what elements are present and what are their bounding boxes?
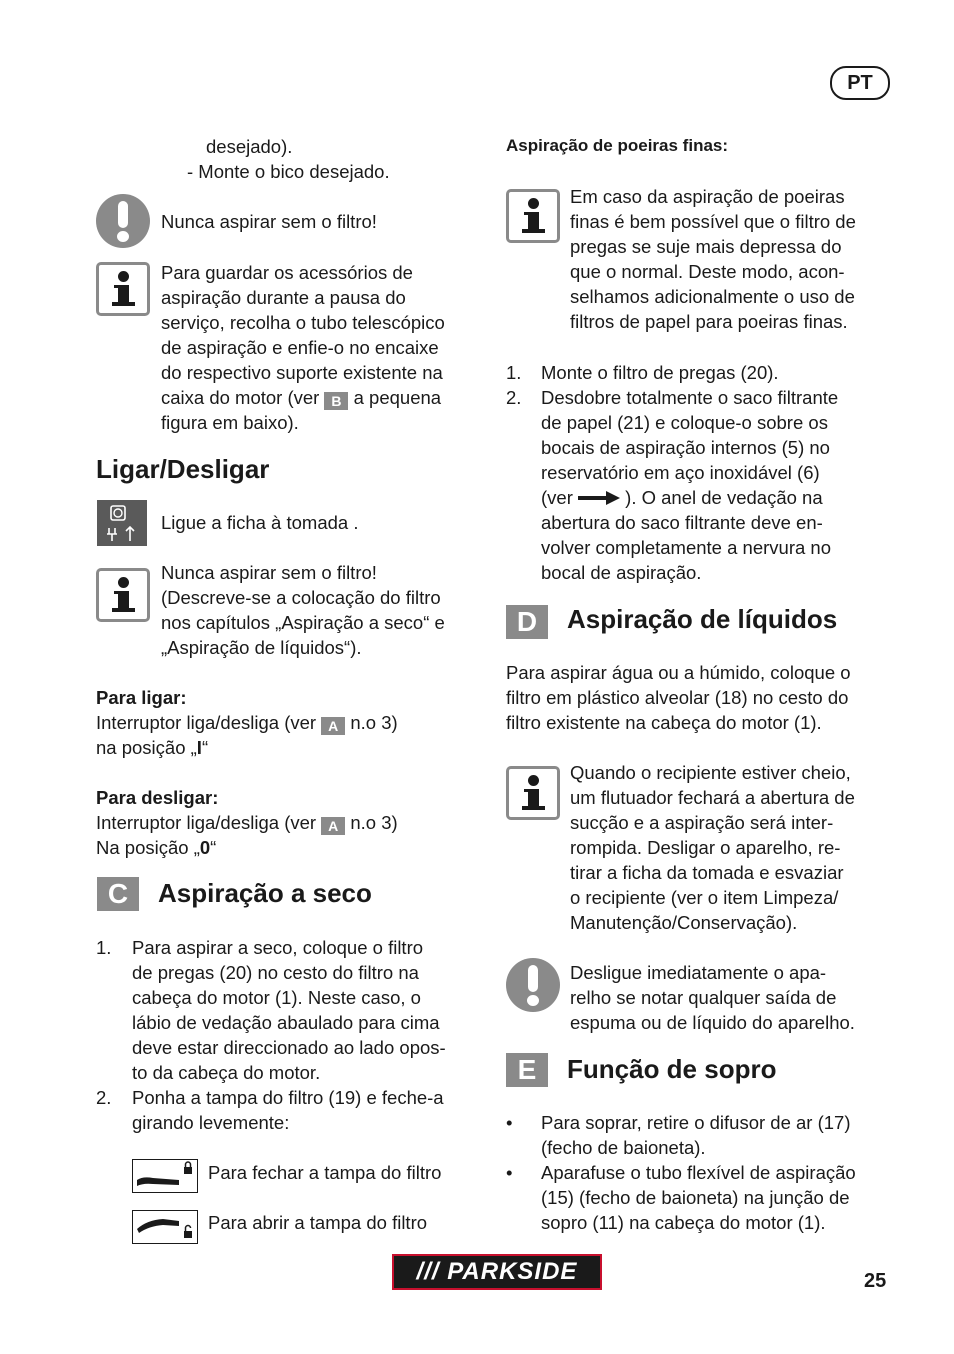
seco-steps bbox=[96, 935, 496, 1135]
paragraph-line: filtro em plástico alveolar (18) no cesto do bbox=[506, 687, 849, 708]
section-title-seco: Aspiração a seco bbox=[158, 878, 372, 908]
list-number: 1. bbox=[96, 937, 112, 958]
warning-foam-note bbox=[570, 960, 855, 1035]
info-line: nos capítulos „Aspiração a seco“ e bbox=[161, 612, 445, 633]
list-item bbox=[96, 1085, 496, 1135]
ligar-line bbox=[96, 735, 398, 760]
info-line: de aspiração e enfie-o no encaixe bbox=[161, 337, 439, 358]
info-storage-note bbox=[161, 260, 445, 435]
info-line: rompida. Desligar o aparelho, re- bbox=[570, 837, 841, 858]
list-line: Para soprar, retire o difusor de ar (17) bbox=[541, 1112, 851, 1133]
poeiras-heading: Aspiração de poeiras finas: bbox=[506, 136, 729, 155]
list-item bbox=[506, 360, 896, 385]
list-line: cabeça do motor (1). Neste caso, o bbox=[132, 987, 421, 1008]
list-line: reservatório em aço inoxidável (6) bbox=[541, 462, 820, 483]
section-title-ligar: Ligar/Desligar bbox=[96, 454, 270, 484]
lid-close-text: Para fechar a tampa do filtro bbox=[208, 1162, 442, 1183]
list-line: de pregas (20) no cesto do filtro na bbox=[132, 962, 419, 983]
list-line: Aparafuse o tubo flexível de aspiração bbox=[541, 1162, 856, 1183]
warning-line: relho se notar qualquer saída de bbox=[570, 987, 837, 1008]
ligar-text: “ bbox=[201, 737, 209, 758]
list-line bbox=[541, 485, 896, 510]
info-line: Quando o recipiente estiver cheio, bbox=[570, 762, 851, 783]
list-line: girando levemente: bbox=[132, 1112, 290, 1133]
parkside-logo bbox=[392, 1254, 602, 1290]
warning-text: Nunca aspirar sem o filtro! bbox=[161, 211, 377, 232]
info-line: pregas se suje mais depressa do bbox=[570, 236, 842, 257]
info-icon bbox=[506, 766, 560, 820]
info-icon bbox=[96, 568, 150, 622]
section-letter-e: E bbox=[506, 1053, 548, 1087]
arrow-right-icon bbox=[578, 491, 620, 505]
logo-text: /// PARKSIDE bbox=[416, 1258, 578, 1285]
info-poeiras-note bbox=[570, 184, 856, 334]
list-line: Monte o filtro de pregas (20). bbox=[541, 362, 779, 383]
info-line: sucção e a aspiração será inter- bbox=[570, 812, 834, 833]
section-letter-d: D bbox=[506, 605, 548, 639]
figure-b-badge: B bbox=[324, 392, 348, 410]
list-number: 2. bbox=[96, 1087, 112, 1108]
switch-position-off: 0 bbox=[199, 837, 211, 858]
bullet: • bbox=[506, 1162, 513, 1183]
list-item bbox=[506, 1160, 896, 1235]
list-line: bocal de aspiração. bbox=[541, 562, 702, 583]
ligar-instruction bbox=[96, 710, 398, 760]
desligar-text: “ bbox=[210, 837, 217, 858]
figure-a-badge: A bbox=[321, 817, 345, 835]
section-letter-c: C bbox=[97, 877, 139, 911]
section-title-sopro: Função de sopro bbox=[567, 1054, 777, 1084]
plug-text: Ligue a ficha à tomada . bbox=[161, 512, 359, 533]
list-line: abertura do saco filtrante deve en- bbox=[541, 512, 823, 533]
list-line: de papel (21) e coloque-o sobre os bbox=[541, 412, 828, 433]
lid-open-text: Para abrir a tampa do filtro bbox=[208, 1212, 428, 1233]
lid-close-icon bbox=[132, 1159, 198, 1193]
list-item bbox=[96, 935, 496, 1085]
list-text: (ver bbox=[541, 487, 573, 508]
switch-position-on: I bbox=[196, 737, 202, 758]
info-float-note bbox=[570, 760, 855, 935]
list-line: deve estar direccionado ao lado opos- bbox=[132, 1037, 446, 1058]
list-line: to da cabeça do motor. bbox=[132, 1062, 321, 1083]
info-line: serviço, recolha o tubo telescópico bbox=[161, 312, 445, 333]
ligar-text: Interruptor liga/desliga (ver bbox=[96, 712, 317, 733]
list-item bbox=[506, 385, 896, 585]
para-ligar-heading: Para ligar: bbox=[96, 687, 187, 708]
list-number: 1. bbox=[506, 362, 522, 383]
info-line: filtros de papel para poeiras finas. bbox=[570, 311, 848, 332]
figure-a-badge: A bbox=[321, 717, 345, 735]
list-item bbox=[506, 1110, 896, 1160]
info-line: selhamos adicionalmente o uso de bbox=[570, 286, 855, 307]
info-line: Manutenção/Conservação). bbox=[570, 912, 798, 933]
warning-line: Desligue imediatamente o apa- bbox=[570, 962, 827, 983]
poeiras-steps bbox=[506, 360, 896, 585]
info-line: aspiração durante a pausa do bbox=[161, 287, 406, 308]
list-line: (fecho de baioneta). bbox=[541, 1137, 706, 1158]
language-badge: PT bbox=[830, 66, 890, 100]
paragraph-line: Para aspirar água ou a húmido, coloque o bbox=[506, 662, 851, 683]
list-number: 2. bbox=[506, 387, 522, 408]
info-line: que o normal. Deste modo, acon- bbox=[570, 261, 845, 282]
desligar-text: n.o 3) bbox=[350, 812, 398, 833]
info-line: um flutuador fechará a abertura de bbox=[570, 787, 855, 808]
info-filter-note bbox=[161, 560, 445, 660]
list-line: lábio de vedação abaulado para cima bbox=[132, 1012, 440, 1033]
liquidos-paragraph bbox=[506, 660, 851, 735]
desligar-text: Interruptor liga/desliga (ver bbox=[96, 812, 317, 833]
warning-line: espuma ou de líquido do aparelho. bbox=[570, 1012, 855, 1033]
info-line: Em caso da aspiração de poeiras bbox=[570, 186, 845, 207]
list-line: bocais de aspiração internos (5) no bbox=[541, 437, 830, 458]
plug-socket-icon bbox=[97, 500, 147, 546]
warning-icon bbox=[96, 194, 150, 248]
desligar-text: Na posição „ bbox=[96, 837, 200, 858]
continuation-step: - Monte o bico desejado. bbox=[187, 161, 390, 182]
info-line: „Aspiração de líquidos“). bbox=[161, 637, 362, 658]
info-line: tirar a ficha da tomada e esvaziar bbox=[570, 862, 844, 883]
list-line: Desdobre totalmente o saco filtrante bbox=[541, 387, 839, 408]
warning-icon bbox=[506, 958, 560, 1012]
paragraph-line: filtro existente na cabeça do motor (1). bbox=[506, 712, 822, 733]
continuation-line: desejado). bbox=[206, 136, 293, 157]
lid-open-icon bbox=[132, 1210, 198, 1244]
list-line: (15) (fecho de baioneta) na junção de bbox=[541, 1187, 850, 1208]
info-line: Nunca aspirar sem o filtro! bbox=[161, 562, 377, 583]
info-line: o recipiente (ver o item Limpeza/ bbox=[570, 887, 839, 908]
info-text: a pequena bbox=[353, 387, 442, 408]
info-line bbox=[161, 385, 445, 410]
para-desligar-heading: Para desligar: bbox=[96, 787, 219, 808]
list-line: Para aspirar a seco, coloque o filtro bbox=[132, 937, 424, 958]
desligar-line bbox=[96, 810, 398, 835]
ligar-line bbox=[96, 710, 398, 735]
list-line: volver completamente a nervura no bbox=[541, 537, 831, 558]
info-line: finas é bem possível que o filtro de bbox=[570, 211, 856, 232]
desligar-instruction bbox=[96, 810, 398, 860]
info-icon bbox=[96, 262, 150, 316]
info-line: do respectivo suporte existente na bbox=[161, 362, 443, 383]
info-icon bbox=[506, 189, 560, 243]
info-line: figura em baixo). bbox=[161, 412, 299, 433]
info-text: caixa do motor (ver bbox=[161, 387, 320, 408]
list-text: ). O anel de vedação na bbox=[625, 487, 823, 508]
info-line: (Descreve-se a colocação do filtro bbox=[161, 587, 441, 608]
ligar-text: n.o 3) bbox=[350, 712, 398, 733]
desligar-line bbox=[96, 835, 398, 860]
ligar-text: na posição „ bbox=[96, 737, 197, 758]
bullet: • bbox=[506, 1112, 513, 1133]
list-line: Ponha a tampa do filtro (19) e feche-a bbox=[132, 1087, 444, 1108]
info-line: Para guardar os acessórios de bbox=[161, 262, 413, 283]
sopro-bullets bbox=[506, 1110, 896, 1235]
list-line: sopro (11) na cabeça do motor (1). bbox=[541, 1212, 826, 1233]
section-title-liquidos: Aspiração de líquidos bbox=[567, 604, 838, 634]
page-number: 25 bbox=[864, 1270, 887, 1292]
